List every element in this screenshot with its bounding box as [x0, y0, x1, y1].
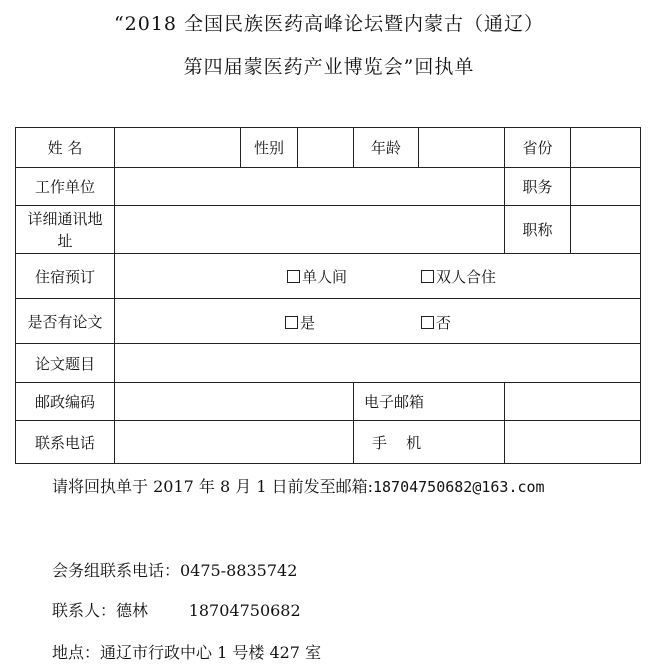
paper-option-yes-label: 是 — [300, 314, 316, 332]
checkbox-icon[interactable] — [287, 270, 300, 283]
submission-email: 18704750682@163.com — [373, 478, 545, 496]
paper-label: 是否有论文 — [16, 299, 115, 344]
province-field[interactable] — [571, 128, 641, 168]
workplace-field[interactable] — [115, 168, 505, 206]
position-label: 职务 — [505, 168, 571, 206]
lodging-option-single-label: 单人间 — [302, 268, 348, 286]
registration-form-table — [15, 127, 641, 464]
checkbox-icon[interactable] — [285, 316, 298, 329]
contact-group-phone: 会务组联系电话：0475-8835742 — [52, 561, 298, 580]
name-label: 姓 名 — [16, 128, 115, 168]
address-field[interactable] — [115, 206, 505, 254]
name-field[interactable] — [115, 128, 241, 168]
professional-title-label: 职称 — [505, 206, 571, 254]
mobile-field[interactable] — [505, 421, 641, 464]
title-line-1: “2018 全国民族医药高峰论坛暨内蒙古（通辽） — [113, 13, 545, 35]
checkbox-icon[interactable] — [421, 316, 434, 329]
professional-title-field[interactable] — [571, 206, 641, 254]
province-label: 省份 — [505, 128, 571, 168]
submission-note — [52, 474, 545, 497]
phone-field[interactable] — [115, 421, 354, 464]
lodging-option-shared-label: 双人合住 — [436, 268, 497, 286]
age-label: 年龄 — [354, 128, 419, 168]
gender-label: 性别 — [241, 128, 298, 168]
lodging-option-single[interactable] — [287, 266, 347, 287]
lodging-option-shared[interactable] — [421, 266, 496, 287]
position-field[interactable] — [571, 168, 641, 206]
postcode-label: 邮政编码 — [16, 383, 115, 421]
lodging-label: 住宿预订 — [16, 254, 115, 299]
lodging-options-cell — [115, 254, 641, 299]
postcode-field[interactable] — [115, 383, 354, 421]
submission-note-text: 请将回执单于 2017 年 8 月 1 日前发至邮箱: — [52, 477, 373, 496]
checkbox-icon[interactable] — [421, 270, 434, 283]
age-field[interactable] — [419, 128, 505, 168]
paper-title-field[interactable] — [115, 344, 641, 383]
address-label: 详细通讯地址 — [16, 206, 115, 254]
gender-field[interactable] — [298, 128, 354, 168]
paper-option-no-label: 否 — [436, 314, 452, 332]
workplace-label: 工作单位 — [16, 168, 115, 206]
contact-person: 联系人：德林 18704750682 — [52, 601, 301, 620]
paper-options-cell — [115, 299, 641, 344]
phone-label: 联系电话 — [16, 421, 115, 464]
mobile-label: 手 机 — [354, 421, 505, 464]
email-label: 电子邮箱 — [354, 383, 505, 421]
location: 地点：通辽市行政中心 1 号楼 427 室 — [52, 643, 322, 662]
paper-title-label: 论文题目 — [16, 344, 115, 383]
paper-option-yes[interactable] — [285, 312, 315, 333]
title-line-2: 第四届蒙医药产业博览会”回执单 — [183, 56, 475, 78]
paper-option-no[interactable] — [421, 312, 451, 333]
email-field[interactable] — [505, 383, 641, 421]
